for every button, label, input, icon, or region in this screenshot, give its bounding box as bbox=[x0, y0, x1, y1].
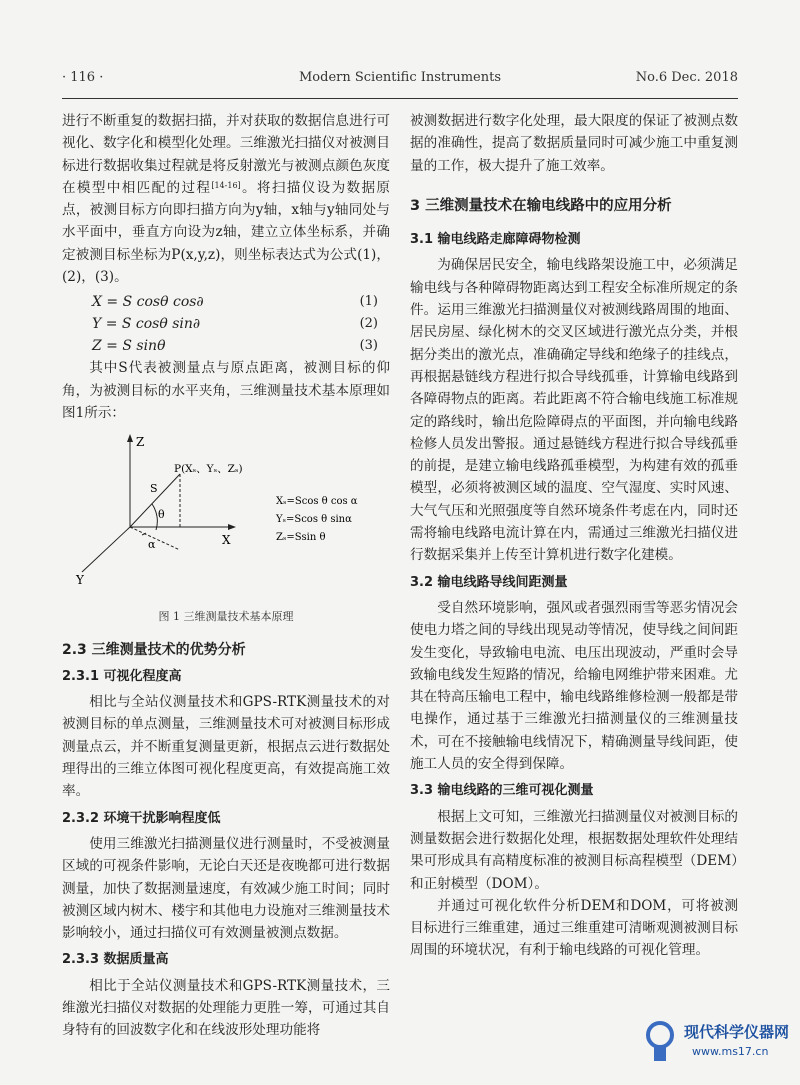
paragraph: 受自然环境影响，强风或者强烈雨雪等恶劣情况会使电力塔之间的导线出现晃动等情况，使导线之间间距发生变化，导致输电电流、电压出现波动，严重时会导致输电线发生短路的情况，给输电网维护带来困难。尤其在特高压输电工程中，输电线路维修检测一般都是带电操作，通过基于三维激光扫描测量仪的三维测量技术，可在不接触输电线情况下，精确测量导线间距，使施工人员的安全得到保障。 bbox=[410, 599, 738, 773]
formula-z: Zₛ=Ssin θ bbox=[276, 532, 326, 544]
paragraph: 并通过可视化软件分析DEM和DOM，可将被测目标进行三维重建，通过三维重建可清晰观测被测目标周围的环境状况，有利于输电线路的可视化管理。 bbox=[410, 897, 738, 959]
watermark-title: 现代科学仪器网 bbox=[684, 1023, 790, 1041]
equation-1: X = S cosθ cos∂ (1) bbox=[92, 294, 378, 311]
figure-caption: 图 1 三维测量技术基本原理 bbox=[158, 610, 294, 624]
theta-label: θ bbox=[158, 508, 165, 522]
right-column bbox=[410, 110, 738, 962]
s-label: S bbox=[150, 482, 158, 496]
watermark-url[interactable]: www.ms17.cn bbox=[692, 1045, 769, 1058]
alpha-label: α bbox=[148, 538, 156, 552]
formula-y: Yₛ=Scos θ sinα bbox=[276, 514, 352, 526]
figure-1 bbox=[62, 432, 390, 602]
section-heading: 2.3 三维测量技术的优势分析 bbox=[62, 641, 246, 658]
paragraph: 根据上文可知，三维激光扫描测量仪对被测目标的测量数据会进行数据化处理，根据数据处理软件处理结果可形成具有高精度标准的被测目标高程模型（DEM）和正射模型（DOM）。 bbox=[410, 808, 738, 892]
subsection-heading: 2.3.1 可视化程度高 bbox=[62, 668, 182, 684]
equation-3: Z = S sinθ (3) bbox=[92, 338, 378, 355]
formula-x: Xₛ=Scos θ cos α bbox=[276, 496, 358, 508]
issue-info: No.6 Dec. 2018 bbox=[635, 70, 738, 85]
z-label: Z bbox=[136, 435, 145, 450]
running-header bbox=[62, 70, 738, 96]
z-arrow bbox=[127, 434, 133, 442]
y-label: Y bbox=[76, 573, 84, 588]
subsection-heading: 2.3.2 环境干扰影响程度低 bbox=[62, 810, 221, 826]
x-arrow bbox=[228, 524, 236, 530]
theta-arc bbox=[152, 504, 157, 530]
y-axis bbox=[82, 527, 130, 572]
paragraph: 相比于全站仪测量技术和GPS-RTK测量技术，三维激光扫描仪对数据的处理能力更胜一筹，可通过其自身特有的回波数字化和在线波形处理功能将 bbox=[62, 977, 390, 1039]
watermark-logo-icon bbox=[640, 1019, 680, 1065]
journal-name: Modern Scientific Instruments bbox=[298, 70, 502, 85]
paragraph: 进行不断重复的数据扫描，并对获取的数据信息进行可视化、数字化和模型化处理。三维激光扫描仪对被测目标进行数据收集过程就是将反射激光与被测点颜色灰度在模型中相匹配的过程[14-16]。将扫描仪设为数据原点，被测目标方向即扫描方向为y轴，x轴与y轴同处与水平面中，垂直方向设为z轴，建立立体坐标系，并确定被测目标坐标为P(x,y,z)，则坐标表达式为公式(1)，(2)，(3)。 bbox=[62, 113, 390, 286]
x-label: X bbox=[222, 533, 231, 548]
left-column bbox=[62, 110, 390, 1042]
paragraph: 相比与全站仪测量技术和GPS-RTK测量技术的对被测目标的单点测量，三维测量技术可对被测目标形成测量点云，并不断重复测量更新，根据点云进行数据处理得出的三维立体图可视化程度更高，有效提高施工效率。 bbox=[62, 694, 390, 800]
subsection-heading: 2.3.3 数据质量高 bbox=[62, 952, 169, 968]
point-p-label: P(Xₛ、Yₛ、Zₛ) bbox=[174, 463, 243, 476]
subsection-heading: 3.2 输电线路导线间距测量 bbox=[410, 574, 568, 590]
paragraph: 为确保居民安全，输电线路架设施工中，必须满足输电线与各种障碍物距离达到工程安全标准所规定的条件。运用三维激光扫描测量仪对被测线路周围的地面、居民房屋、绿化树木的交叉区域进行激光点分类，并根据分类出的激光点，准确确定导线和绝缘子的挂线点，再根据悬链线方程进行拟合导线孤垂，计算输电线路到各障碍物点的距离。若此距离不符合输电线施工标准规定的路线时，输出危险障碍点的平面图，并向输电线路检修人员发出警报。通过悬链线方程进行拟合导线孤垂的前提，是建立输电线路孤垂模型，为构建有效的孤垂模型，必须将被测区域的温度、空气湿度、实时风速、大气气压和光照强度等自然环境条件考虑在内，同时还需将输电线路电流计算在内，需通过三维激光扫描仪进行数据采集并上传至计算机进行数字化建模。 bbox=[410, 257, 738, 564]
paragraph: 其中S代表被测量点与原点距离，被测目标的仰角，为被测目标的水平夹角，三维测量技术基本原理如图1所示： bbox=[62, 360, 390, 421]
citation[interactable]: [14-16] bbox=[211, 180, 241, 190]
watermark bbox=[640, 1015, 790, 1077]
header-rule bbox=[62, 98, 738, 99]
chapter-heading: 3 三维测量技术在输电线路中的应用分析 bbox=[410, 197, 672, 214]
paragraph: 被测数据进行数字化处理，最大限度的保证了被测点数据的准确性，提高了数据质量同时可减少施工中重复测量的工作，极大提升了施工效率。 bbox=[410, 113, 738, 174]
page-number: · 116 · bbox=[62, 70, 104, 85]
equation-2: Y = S cosθ sin∂ (2) bbox=[92, 316, 378, 333]
subsection-heading: 3.1 输电线路走廊障碍物检测 bbox=[410, 232, 581, 248]
coordinate-diagram bbox=[62, 432, 390, 602]
subsection-heading: 3.3 输电线路的三维可视化测量 bbox=[410, 783, 594, 799]
paragraph: 使用三维激光扫描测量仪进行测量时，不受被测量区域的可视条件影响，无论白天还是夜晚都可进行数据测量，加快了数据测量速度，有效减少施工时间；同时被测区域内树木、楼宇和其他电力设施对三维测量技术影响较小，通过扫描仪可有效测量被测点数据。 bbox=[62, 835, 390, 942]
